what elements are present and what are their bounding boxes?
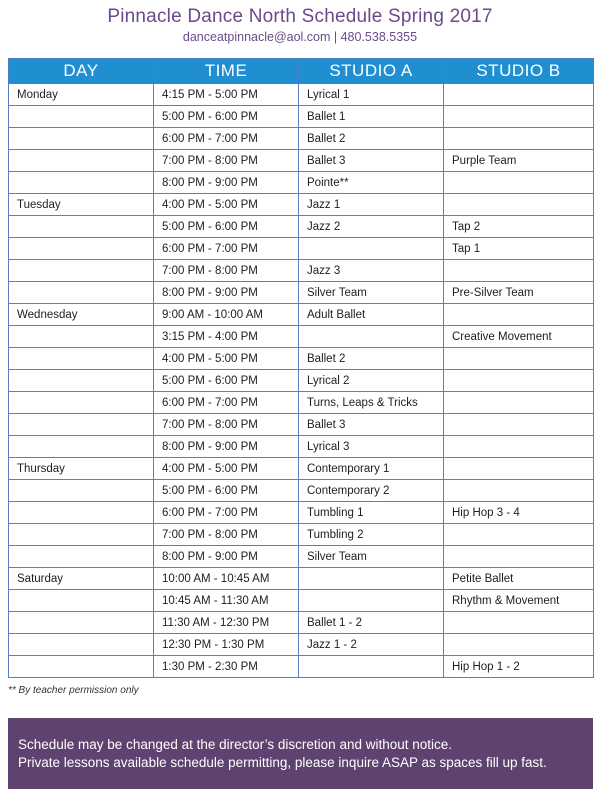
cell-studio-a [299, 590, 444, 612]
cell-time: 8:00 PM - 9:00 PM [154, 282, 299, 304]
cell-studio-b [444, 546, 594, 568]
cell-studio-b: Hip Hop 3 - 4 [444, 502, 594, 524]
footnote: ** By teacher permission only [8, 685, 139, 696]
cell-studio-b [444, 612, 594, 634]
column-header-day: DAY [9, 59, 154, 84]
cell-day [9, 590, 154, 612]
cell-day [9, 172, 154, 194]
table-row [9, 326, 594, 348]
cell-day [9, 524, 154, 546]
cell-studio-a: Lyrical 2 [299, 370, 444, 392]
schedule-body [9, 84, 594, 678]
table-row [9, 194, 594, 216]
table-row [9, 282, 594, 304]
cell-studio-b: Rhythm & Movement [444, 590, 594, 612]
table-row [9, 568, 594, 590]
cell-time: 4:15 PM - 5:00 PM [154, 84, 299, 106]
cell-studio-a: Jazz 3 [299, 260, 444, 282]
column-header-studio-a: STUDIO A [299, 59, 444, 84]
cell-time: 4:00 PM - 5:00 PM [154, 194, 299, 216]
table-row [9, 172, 594, 194]
cell-day: Thursday [9, 458, 154, 480]
cell-time: 1:30 PM - 2:30 PM [154, 656, 299, 678]
cell-time: 7:00 PM - 8:00 PM [154, 260, 299, 282]
cell-studio-b: Pre-Silver Team [444, 282, 594, 304]
cell-studio-b [444, 414, 594, 436]
cell-time: 10:45 AM - 11:30 AM [154, 590, 299, 612]
cell-day [9, 282, 154, 304]
cell-time: 11:30 AM - 12:30 PM [154, 612, 299, 634]
notice-banner [8, 718, 593, 789]
cell-time: 7:00 PM - 8:00 PM [154, 414, 299, 436]
cell-studio-b [444, 458, 594, 480]
notice-line-1: Schedule may be changed at the director’s discretion and without notice. [18, 737, 453, 752]
table-row [9, 150, 594, 172]
table-row [9, 370, 594, 392]
table-row [9, 238, 594, 260]
cell-time: 4:00 PM - 5:00 PM [154, 458, 299, 480]
notice-line-2: Private lessons available schedule permitting, please inquire ASAP as spaces fill up fast. [18, 755, 547, 770]
cell-day: Saturday [9, 568, 154, 590]
cell-studio-a: Ballet 1 - 2 [299, 612, 444, 634]
table-row [9, 480, 594, 502]
cell-studio-a: Ballet 3 [299, 150, 444, 172]
cell-studio-a: Lyrical 1 [299, 84, 444, 106]
cell-day: Monday [9, 84, 154, 106]
cell-time: 7:00 PM - 8:00 PM [154, 150, 299, 172]
table-row [9, 590, 594, 612]
cell-day [9, 546, 154, 568]
cell-studio-b [444, 172, 594, 194]
cell-time: 6:00 PM - 7:00 PM [154, 238, 299, 260]
cell-studio-b [444, 304, 594, 326]
cell-studio-a: Lyrical 3 [299, 436, 444, 458]
cell-studio-a: Ballet 2 [299, 128, 444, 150]
table-row [9, 128, 594, 150]
cell-studio-a: Jazz 1 - 2 [299, 634, 444, 656]
table-row [9, 546, 594, 568]
cell-day [9, 656, 154, 678]
cell-time: 12:30 PM - 1:30 PM [154, 634, 299, 656]
cell-studio-b: Purple Team [444, 150, 594, 172]
cell-time: 6:00 PM - 7:00 PM [154, 502, 299, 524]
cell-studio-a: Silver Team [299, 546, 444, 568]
table-row [9, 392, 594, 414]
page-title: Pinnacle Dance North Schedule Spring 2017 [107, 6, 493, 27]
cell-studio-b: Creative Movement [444, 326, 594, 348]
cell-day [9, 128, 154, 150]
cell-day [9, 260, 154, 282]
column-header-studio-b: STUDIO B [444, 59, 594, 84]
cell-studio-a: Ballet 2 [299, 348, 444, 370]
cell-day [9, 414, 154, 436]
table-row [9, 84, 594, 106]
cell-studio-a: Jazz 1 [299, 194, 444, 216]
cell-studio-a [299, 326, 444, 348]
cell-studio-b: Hip Hop 1 - 2 [444, 656, 594, 678]
cell-studio-b [444, 392, 594, 414]
cell-day [9, 480, 154, 502]
cell-studio-a: Tumbling 1 [299, 502, 444, 524]
cell-time: 8:00 PM - 9:00 PM [154, 546, 299, 568]
schedule-table [8, 58, 594, 678]
cell-time: 10:00 AM - 10:45 AM [154, 568, 299, 590]
table-row [9, 260, 594, 282]
page-header [0, 0, 600, 45]
cell-day: Wednesday [9, 304, 154, 326]
cell-day [9, 612, 154, 634]
cell-studio-b [444, 260, 594, 282]
cell-time: 5:00 PM - 6:00 PM [154, 480, 299, 502]
cell-time: 8:00 PM - 9:00 PM [154, 436, 299, 458]
table-row [9, 348, 594, 370]
cell-day [9, 216, 154, 238]
table-row [9, 106, 594, 128]
table-header-row [9, 59, 594, 84]
cell-day [9, 238, 154, 260]
cell-studio-a: Jazz 2 [299, 216, 444, 238]
table-row [9, 634, 594, 656]
cell-day [9, 150, 154, 172]
cell-time: 6:00 PM - 7:00 PM [154, 392, 299, 414]
cell-day [9, 106, 154, 128]
table-row [9, 304, 594, 326]
cell-studio-b [444, 128, 594, 150]
cell-studio-a: Silver Team [299, 282, 444, 304]
cell-studio-b [444, 634, 594, 656]
table-row [9, 436, 594, 458]
cell-day [9, 348, 154, 370]
column-header-time: TIME [154, 59, 299, 84]
table-row [9, 524, 594, 546]
cell-studio-b: Petite Ballet [444, 568, 594, 590]
cell-day [9, 634, 154, 656]
cell-studio-b [444, 84, 594, 106]
table-row [9, 502, 594, 524]
cell-studio-a: Contemporary 1 [299, 458, 444, 480]
cell-day [9, 436, 154, 458]
table-row [9, 458, 594, 480]
cell-studio-b [444, 370, 594, 392]
cell-studio-a: Pointe** [299, 172, 444, 194]
cell-studio-b [444, 524, 594, 546]
table-row [9, 216, 594, 238]
cell-day [9, 502, 154, 524]
cell-studio-b [444, 106, 594, 128]
table-row [9, 414, 594, 436]
contact-line: danceatpinnacle@aol.com | 480.538.5355 [182, 30, 418, 44]
cell-day [9, 392, 154, 414]
cell-time: 5:00 PM - 6:00 PM [154, 106, 299, 128]
cell-time: 4:00 PM - 5:00 PM [154, 348, 299, 370]
cell-studio-b [444, 436, 594, 458]
table-row [9, 612, 594, 634]
cell-studio-a: Adult Ballet [299, 304, 444, 326]
cell-studio-a [299, 238, 444, 260]
cell-time: 8:00 PM - 9:00 PM [154, 172, 299, 194]
cell-studio-a: Contemporary 2 [299, 480, 444, 502]
cell-studio-a: Tumbling 2 [299, 524, 444, 546]
cell-time: 5:00 PM - 6:00 PM [154, 216, 299, 238]
cell-studio-a: Ballet 3 [299, 414, 444, 436]
cell-studio-a: Ballet 1 [299, 106, 444, 128]
cell-time: 6:00 PM - 7:00 PM [154, 128, 299, 150]
cell-studio-a [299, 568, 444, 590]
cell-time: 5:00 PM - 6:00 PM [154, 370, 299, 392]
cell-studio-b [444, 194, 594, 216]
cell-studio-a: Turns, Leaps & Tricks [299, 392, 444, 414]
cell-day: Tuesday [9, 194, 154, 216]
cell-time: 7:00 PM - 8:00 PM [154, 524, 299, 546]
table-row [9, 656, 594, 678]
cell-studio-b: Tap 2 [444, 216, 594, 238]
cell-day [9, 326, 154, 348]
cell-time: 9:00 AM - 10:00 AM [154, 304, 299, 326]
cell-studio-b: Tap 1 [444, 238, 594, 260]
cell-studio-b [444, 480, 594, 502]
cell-time: 3:15 PM - 4:00 PM [154, 326, 299, 348]
cell-studio-a [299, 656, 444, 678]
cell-studio-b [444, 348, 594, 370]
cell-day [9, 370, 154, 392]
